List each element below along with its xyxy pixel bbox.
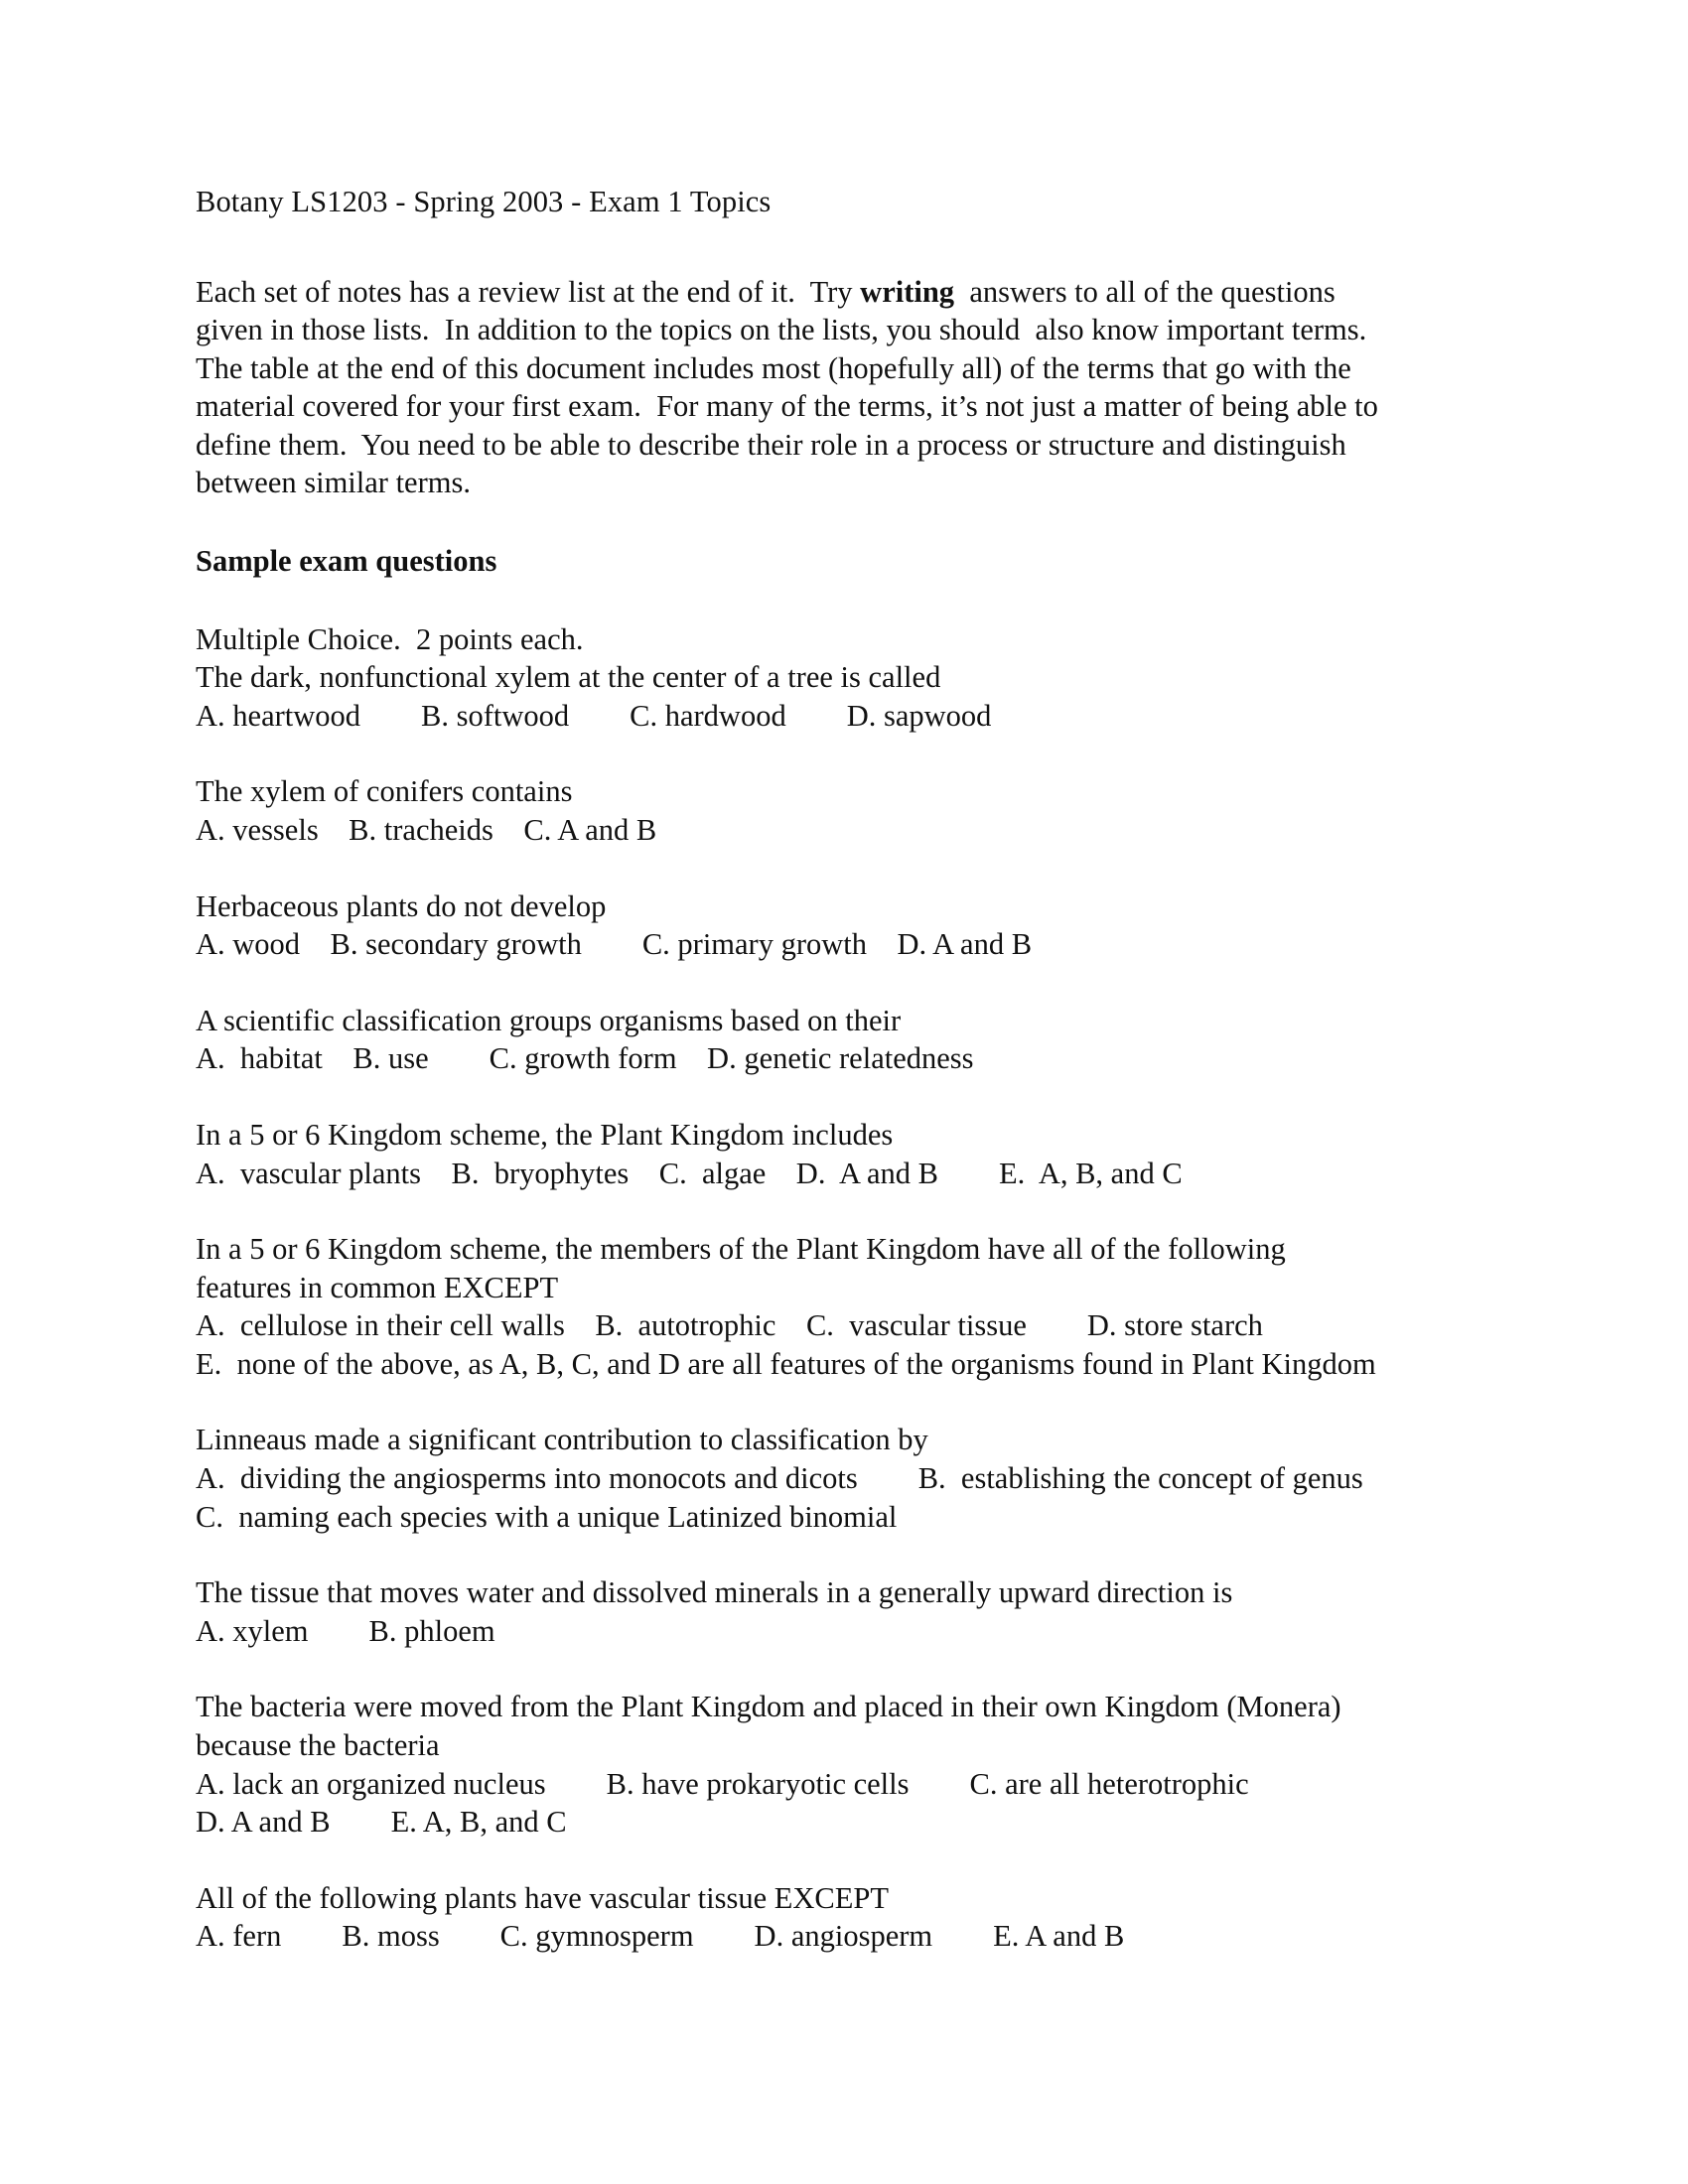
question-answer-line: A. habitat B. use C. growth form D. genetic relatedness [196, 1041, 974, 1076]
intro-line: material covered for your first exam. For many of the terms, it’s not just a matter of being able to [196, 389, 1378, 424]
exam-question [196, 1116, 1506, 1192]
intro-line: between similar terms. [196, 466, 471, 500]
question-answer-line: A. fern B. moss C. gymnosperm D. angiosperm E. A and B [196, 1919, 1125, 1954]
question-answer-line: A. cellulose in their cell walls B. autotrophic C. vascular tissue D. store starch [196, 1308, 1263, 1343]
exam-question [196, 1879, 1506, 1956]
spacer [196, 577, 1506, 620]
spacer [196, 1650, 1506, 1688]
spacer [196, 735, 1506, 772]
question-answer-line: E. none of the above, as A, B, C, and D are all features of the organisms found in Plant Kingdom [196, 1346, 1376, 1381]
question-stem-line: In a 5 or 6 Kingdom scheme, the members of the Plant Kingdom have all of the following [196, 1232, 1286, 1267]
question-stem-line: The bacteria were moved from the Plant Kingdom and placed in their own Kingdom (Monera) [196, 1690, 1341, 1724]
question-stem-line: The tissue that moves water and dissolved minerals in a generally upward direction is [196, 1575, 1233, 1610]
exam-question [196, 1421, 1506, 1536]
question-answer-line: A. vessels B. tracheids C. A and B [196, 812, 657, 847]
question-stem-line: All of the following plants have vascular tissue EXCEPT [196, 1880, 889, 1915]
intro-line: Each set of notes has a review list at the end of it. Try writing answers to all of the questions [196, 274, 1336, 309]
intro-line: define them. You need to be able to describe their role in a process or structure and distinguish [196, 427, 1346, 462]
question-answer-line: A. wood B. secondary growth C. primary growth D. A and B [196, 927, 1033, 962]
emphasis-writing: writing [860, 274, 955, 309]
question-answer-line: A. xylem B. phloem [196, 1613, 495, 1648]
spacer [196, 1192, 1506, 1230]
spacer [196, 1842, 1506, 1879]
spacer [196, 1383, 1506, 1421]
exam-question [196, 1688, 1506, 1841]
spacer [196, 1078, 1506, 1116]
page-title: Botany LS1203 - Spring 2003 - Exam 1 Topics [196, 185, 772, 218]
intro-paragraph [196, 273, 1506, 503]
question-answer-line: A. heartwood B. softwood C. hardwood D. sapwood [196, 698, 992, 733]
exam-question [196, 887, 1506, 964]
multiple-choice-instructions: Multiple Choice. 2 points each. [196, 621, 584, 656]
exam-question [196, 1573, 1506, 1650]
exam-question [196, 1002, 1506, 1078]
questions-list [196, 658, 1506, 1956]
exam-question [196, 658, 1506, 735]
exam-question [196, 772, 1506, 849]
question-stem-line: A scientific classification groups organisms based on their [196, 1003, 902, 1037]
question-stem-line: because the bacteria [196, 1728, 440, 1763]
spacer [196, 502, 1506, 546]
question-answer-line: A. lack an organized nucleus B. have prokaryotic cells C. are all heterotrophic [196, 1766, 1249, 1801]
question-stem-line: In a 5 or 6 Kingdom scheme, the Plant Kingdom includes [196, 1117, 894, 1152]
question-stem-line: features in common EXCEPT [196, 1270, 559, 1304]
question-stem-line: The dark, nonfunctional xylem at the center of a tree is called [196, 660, 941, 695]
spacer [196, 964, 1506, 1002]
section-heading-sample-exam-questions: Sample exam questions [196, 544, 497, 579]
spacer [196, 1536, 1506, 1573]
question-answer-line: D. A and B E. A, B, and C [196, 1805, 567, 1840]
intro-line: given in those lists. In addition to the topics on the lists, you should also know important terms. [196, 313, 1367, 347]
question-answer-line: A. dividing the angiosperms into monocots and dicots B. establishing the concept of genus [196, 1461, 1363, 1496]
document-body [196, 187, 1506, 1956]
question-stem-line: The xylem of conifers contains [196, 774, 573, 809]
question-answer-line: A. vascular plants B. bryophytes C. algae D. A and B E. A, B, and C [196, 1156, 1183, 1190]
spacer [196, 217, 1506, 273]
question-answer-line: C. naming each species with a unique Latinized binomial [196, 1499, 898, 1534]
exam-question [196, 1230, 1506, 1383]
question-stem-line: Herbaceous plants do not develop [196, 888, 607, 923]
intro-line: The table at the end of this document includes most (hopefully all) of the terms that go with the [196, 350, 1351, 385]
spacer [196, 850, 1506, 887]
question-stem-line: Linneaus made a significant contribution to classification by [196, 1423, 928, 1457]
